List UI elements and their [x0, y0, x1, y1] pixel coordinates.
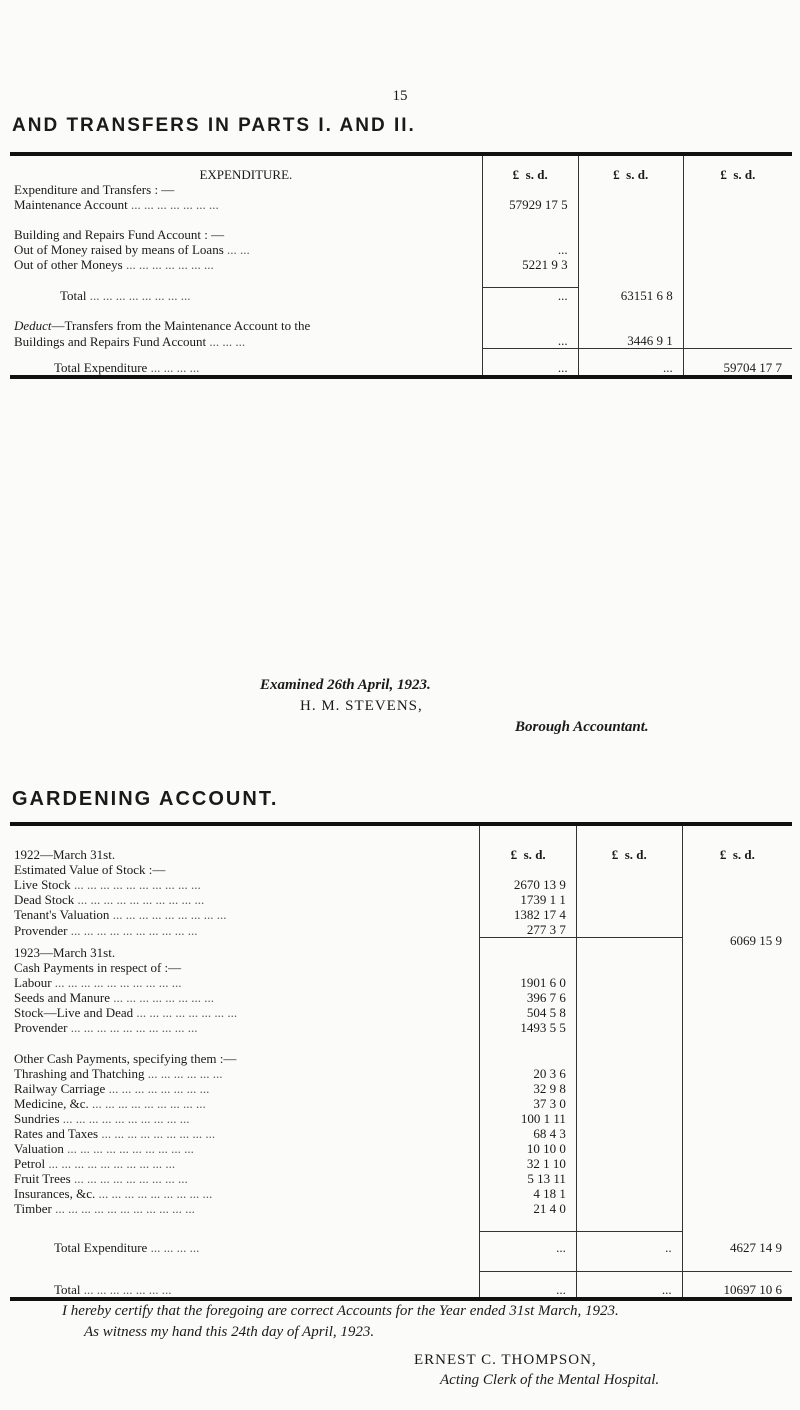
amount: 504 5 8 — [480, 1005, 576, 1020]
certificate-line-2: As witness my hand this 24th day of April, 1923. — [84, 1324, 375, 1340]
amount: ... — [482, 242, 578, 257]
certificate-line-1: I hereby certify that the foregoing are correct Accounts for the Year ended 31st March, 1923. — [62, 1303, 619, 1319]
table-row — [10, 1111, 792, 1126]
amount: ... — [576, 1271, 682, 1299]
total-expenditure-row — [10, 1231, 792, 1255]
table-row — [10, 1141, 792, 1156]
table-row — [10, 1020, 792, 1035]
header-row — [10, 824, 792, 862]
table-row — [10, 975, 792, 990]
row-label: Insurances, &c. ... ... ... ... ... ... ... ... ... — [14, 1185, 213, 1201]
grand-total-row — [10, 1271, 792, 1299]
amount: 100 1 11 — [480, 1111, 576, 1126]
amount: ... — [482, 288, 578, 304]
amount: 3446 9 1 — [578, 333, 683, 349]
row-label: Deduct—Transfers from the Maintenance Account to the — [14, 318, 311, 333]
amount: 68 4 3 — [480, 1126, 576, 1141]
signatory-title: Acting Clerk of the Mental Hospital. — [440, 1372, 660, 1388]
amount: 21 4 0 — [480, 1201, 576, 1216]
table-row — [10, 257, 792, 272]
amount: ... — [482, 349, 578, 377]
col2-header: £ s. d. — [578, 154, 683, 182]
amount: 57929 17 5 — [482, 197, 578, 212]
section-heading-gardening: GARDENING ACCOUNT. — [12, 788, 279, 810]
col2-header: £ s. d. — [576, 824, 682, 862]
table-row — [10, 318, 792, 333]
table-row — [10, 182, 792, 197]
row-label: Rates and Taxes ... ... ... ... ... ... ... ... ... — [14, 1125, 216, 1141]
row-label: Cash Payments in respect of :— — [14, 959, 182, 975]
row-label: Labour ... ... ... ... ... ... ... ... ... ... — [14, 974, 182, 990]
table-row — [10, 227, 792, 242]
table-row — [10, 1051, 792, 1066]
table-row — [10, 1171, 792, 1186]
amount: 1739 1 1 — [480, 892, 576, 907]
amount: 5221 9 3 — [482, 257, 578, 272]
row-label: Maintenance Account ... ... ... ... ... ... ... — [14, 197, 219, 212]
row-label: Building and Repairs Fund Account : — — [14, 227, 225, 242]
row-label: Thrashing and Thatching ... ... ... ... ... ... — [14, 1065, 223, 1081]
amount: 5 13 11 — [480, 1171, 576, 1186]
table-row — [10, 1005, 792, 1020]
row-label: Railway Carriage ... ... ... ... ... ... ... ... — [14, 1080, 210, 1096]
amount: ... — [480, 1271, 576, 1299]
amount: 2670 13 9 — [480, 877, 576, 892]
table-row — [10, 333, 792, 349]
row-label: Estimated Value of Stock :— — [14, 862, 166, 877]
amount: 1901 6 0 — [480, 975, 576, 990]
table-row — [10, 907, 792, 922]
table-row — [10, 242, 792, 257]
examined-line: Examined 26th April, 1923. — [260, 677, 431, 693]
row-label: Other Cash Payments, specifying them :— — [14, 1050, 237, 1066]
grand-total-row — [10, 349, 792, 377]
row-label: Fruit Trees ... ... ... ... ... ... ... ... ... — [14, 1170, 188, 1186]
row-label: Total Expenditure ... ... ... ... — [54, 359, 200, 375]
amount: 10697 10 6 — [682, 1271, 792, 1299]
amount: 32 1 10 — [480, 1156, 576, 1171]
amount: 20 3 6 — [480, 1066, 576, 1081]
header-row — [10, 154, 792, 182]
row-label: Petrol ... ... ... ... ... ... ... ... ... ... — [14, 1155, 176, 1171]
amount: ... — [480, 1231, 576, 1255]
table-row — [10, 1201, 792, 1216]
table-row — [10, 922, 792, 938]
date-1923: 1923—March 31st. — [14, 944, 116, 960]
table-row — [10, 1096, 792, 1111]
amount: ... — [482, 333, 578, 349]
amount: 4 18 1 — [480, 1186, 576, 1201]
col1-header: £ s. d. — [480, 824, 576, 862]
col3-header: £ s. d. — [683, 154, 792, 182]
expenditure-title: EXPENDITURE. — [199, 167, 293, 182]
row-label: Tenant's Valuation ... ... ... ... ... ... ... ... ... — [14, 907, 227, 922]
amount: ... — [578, 349, 683, 377]
amount: 59704 17 7 — [683, 349, 792, 377]
page-number: 15 — [392, 88, 408, 104]
table-row — [10, 938, 792, 960]
row-label: Buildings and Repairs Fund Account ... ... ... — [14, 333, 246, 349]
amount: 37 3 0 — [480, 1096, 576, 1111]
row-label: Dead Stock ... ... ... ... ... ... ... ... ... ... — [14, 892, 205, 907]
table-row — [10, 960, 792, 975]
amount: 396 7 6 — [480, 990, 576, 1005]
table-row — [10, 892, 792, 907]
row-label: Valuation ... ... ... ... ... ... ... ... ... ... — [14, 1140, 194, 1156]
row-label: Sundries ... ... ... ... ... ... ... ... ... ... — [14, 1110, 190, 1126]
table-row — [10, 990, 792, 1005]
table-row — [10, 1126, 792, 1141]
table-row — [10, 1186, 792, 1201]
date-1922: 1922—March 31st. — [14, 847, 116, 862]
amount: 1382 17 4 — [480, 907, 576, 922]
amount: 10 10 0 — [480, 1141, 576, 1156]
table-row — [10, 877, 792, 892]
table-row — [10, 1066, 792, 1081]
row-label: Seeds and Manure ... ... ... ... ... ... ... ... — [14, 989, 215, 1005]
table-row — [10, 197, 792, 212]
amount: 4627 14 9 — [682, 1231, 792, 1255]
stock-total: 6069 15 9 — [682, 922, 792, 960]
amount: 277 3 7 — [480, 922, 576, 938]
section-heading-transfers: AND TRANSFERS IN PARTS I. AND II. — [12, 115, 416, 136]
amount: 1493 5 5 — [480, 1020, 576, 1035]
row-label: Expenditure and Transfers : — — [14, 182, 175, 197]
gardening-table — [10, 822, 792, 1301]
signatory-name: ERNEST C. THOMPSON, — [414, 1352, 597, 1368]
examiner-name: H. M. STEVENS, — [300, 698, 423, 714]
row-label: Provender ... ... ... ... ... ... ... ... ... ... — [14, 922, 198, 938]
total-row — [10, 288, 792, 304]
row-label: Stock—Live and Dead ... ... ... ... ... ... ... ... — [14, 1004, 238, 1020]
expenditure-table — [10, 152, 792, 379]
row-label: Provender ... ... ... ... ... ... ... ... ... ... — [14, 1019, 198, 1035]
row-label: Out of Money raised by means of Loans ... ... — [14, 242, 250, 257]
row-label: Medicine, &c. ... ... ... ... ... ... ... ... ... — [14, 1095, 206, 1111]
row-label: Timber ... ... ... ... ... ... ... ... ... ... ... — [14, 1200, 195, 1216]
row-label: Live Stock ... ... ... ... ... ... ... ... ... ... — [14, 877, 201, 892]
row-label: Total ... ... ... ... ... ... ... — [54, 1282, 172, 1297]
amount: .. — [576, 1231, 682, 1255]
row-label: Out of other Moneys ... ... ... ... ... ... ... — [14, 257, 214, 272]
row-label: Total ... ... ... ... ... ... ... ... — [60, 288, 191, 303]
col1-header: £ s. d. — [482, 154, 578, 182]
amount: 63151 6 8 — [578, 288, 683, 304]
col3-header: £ s. d. — [682, 824, 792, 862]
row-label: Total Expenditure ... ... ... ... — [54, 1240, 200, 1255]
table-row — [10, 1081, 792, 1096]
table-row — [10, 1156, 792, 1171]
examiner-title: Borough Accountant. — [515, 719, 649, 735]
table-row — [10, 862, 792, 877]
amount: 32 9 8 — [480, 1081, 576, 1096]
